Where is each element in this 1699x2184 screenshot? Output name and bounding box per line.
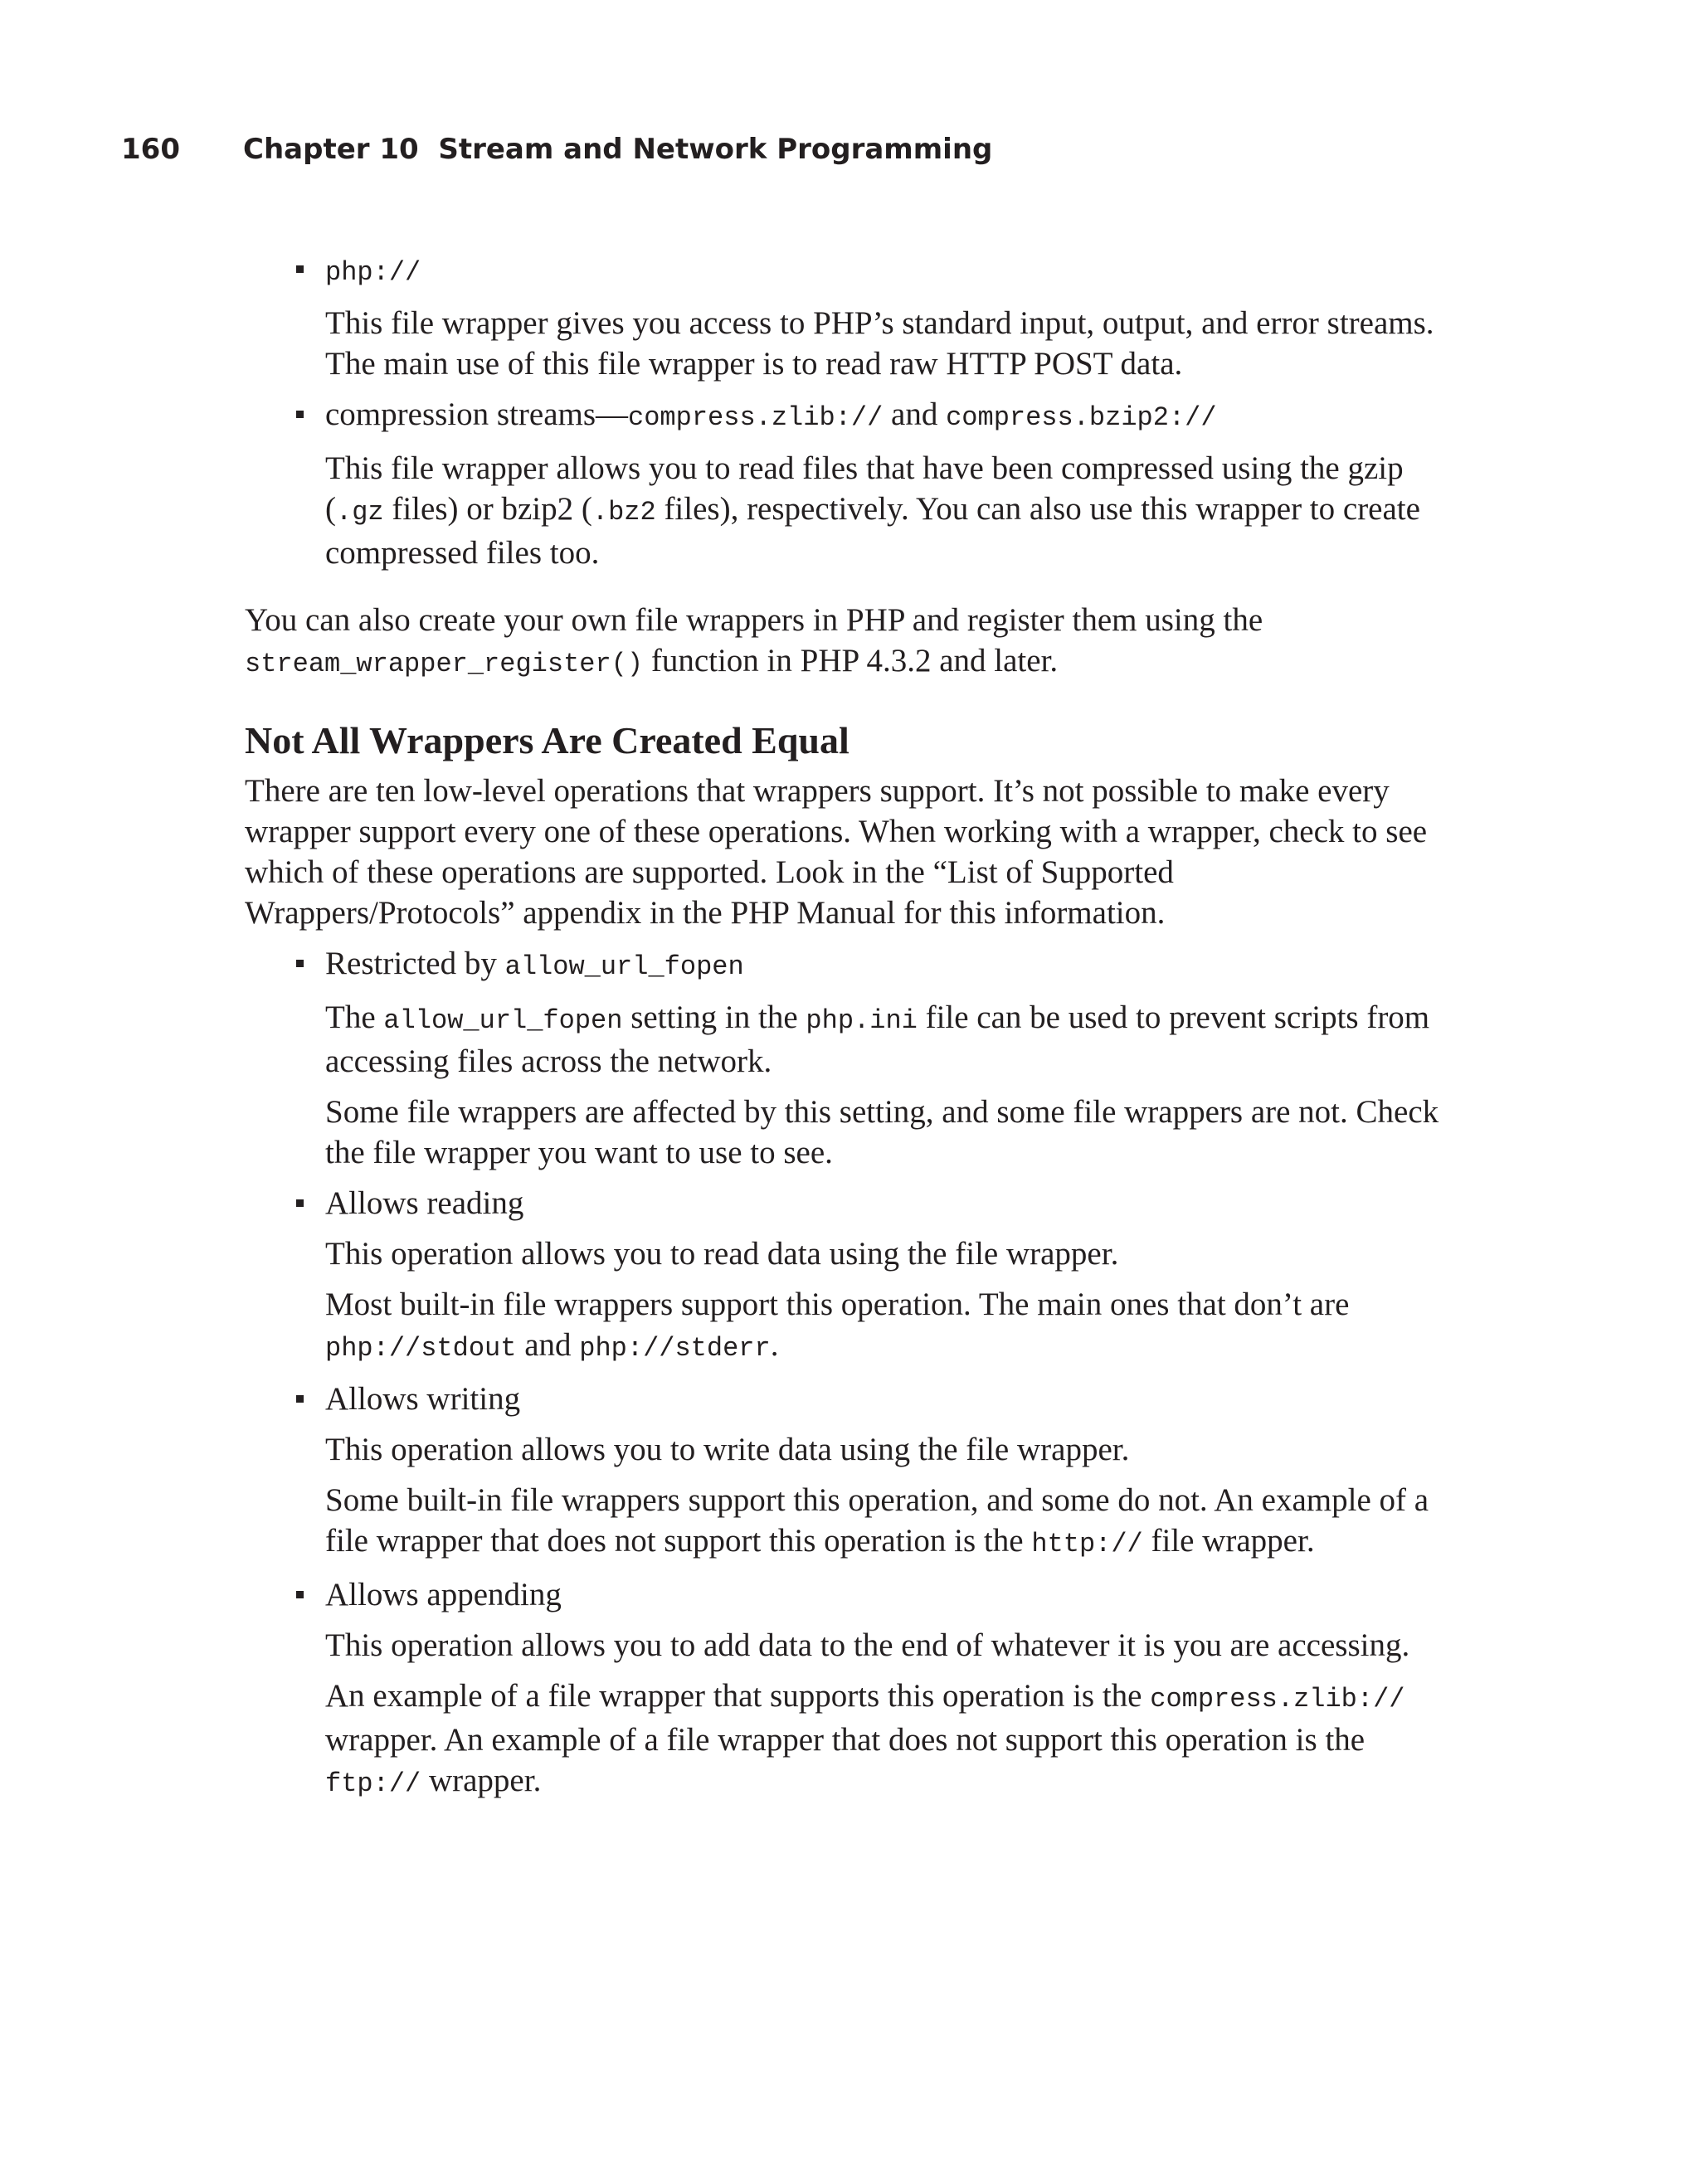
reading-paragraph-2: Most built-in file wrappers support this operation. The main ones that don’t are php://stdout and php://stderr.: [325, 1287, 1350, 1364]
list-item-compression: compression streams—compress.zlib:// and compress.bzip2://: [245, 394, 1443, 438]
appending-paragraph-1: This operation allows you to add data to the end of whatever it is you are accessing.: [325, 1627, 1410, 1663]
chapter-number: Chapter 10: [243, 133, 419, 166]
php-code: php://: [325, 257, 421, 288]
restricted-paragraph-1: The allow_url_fopen setting in the php.ini file can be used to prevent scripts from accessing files across the network.: [325, 1000, 1430, 1079]
writing-paragraph-2: Some built-in file wrappers support this operation, and some do not. An example of a file wrapper that does not support this operation is the http:// file wrapper.: [325, 1482, 1429, 1559]
section-intro: There are ten low-level operations that wrappers support. It’s not possible to make every wrapper support every one of these operations. When working with a wrapper, check to see which of these operations are supported. Look in the “List of Supported Wrappers/Protocols” appendix in the PHP Manual for this information.: [245, 773, 1428, 931]
list-item-reading: Allows reading: [245, 1183, 1443, 1223]
appending-paragraph-2: An example of a file wrapper that supports this operation is the compress.zlib:// wrapper. An example of a file wrapper that does not support this operation is the ftp:// wrapper.: [325, 1678, 1405, 1799]
page-body: [245, 249, 1443, 1814]
section-heading: Not All Wrappers Are Created Equal: [245, 719, 850, 761]
compression-description: This file wrapper allows you to read files that have been compressed using the gzip (.gz files) or bzip2 (.bz2 files), respectively. You can also use this wrapper to create compressed files too.: [325, 450, 1420, 571]
restricted-paragraph-2: Some file wrappers are affected by this setting, and some file wrappers are not. Check the file wrapper you want to use to see.: [325, 1094, 1439, 1170]
list-item-restricted: Restricted by allow_url_fopen: [245, 943, 1443, 987]
chapter-label: [243, 133, 992, 166]
reading-paragraph-1: This operation allows you to read data using the file wrapper.: [325, 1236, 1119, 1272]
custom-wrappers-paragraph: You can also create your own file wrappers in PHP and register them using the stream_wrapper_register() function in PHP 4.3.2 and later.: [245, 602, 1263, 679]
writing-paragraph-1: This operation allows you to write data using the file wrapper.: [325, 1432, 1130, 1467]
list-item-appending: Allows appending: [245, 1574, 1443, 1615]
page-number: 160: [121, 133, 180, 166]
running-header: [121, 133, 992, 166]
list-item-writing: Allows writing: [245, 1379, 1443, 1419]
chapter-title: Stream and Network Programming: [438, 133, 993, 166]
php-description: This file wrapper gives you access to PHP’s standard input, output, and error streams. The main use of this file wrapper is to read raw HTTP POST data.: [325, 305, 1434, 382]
list-item-php: [245, 249, 1443, 293]
